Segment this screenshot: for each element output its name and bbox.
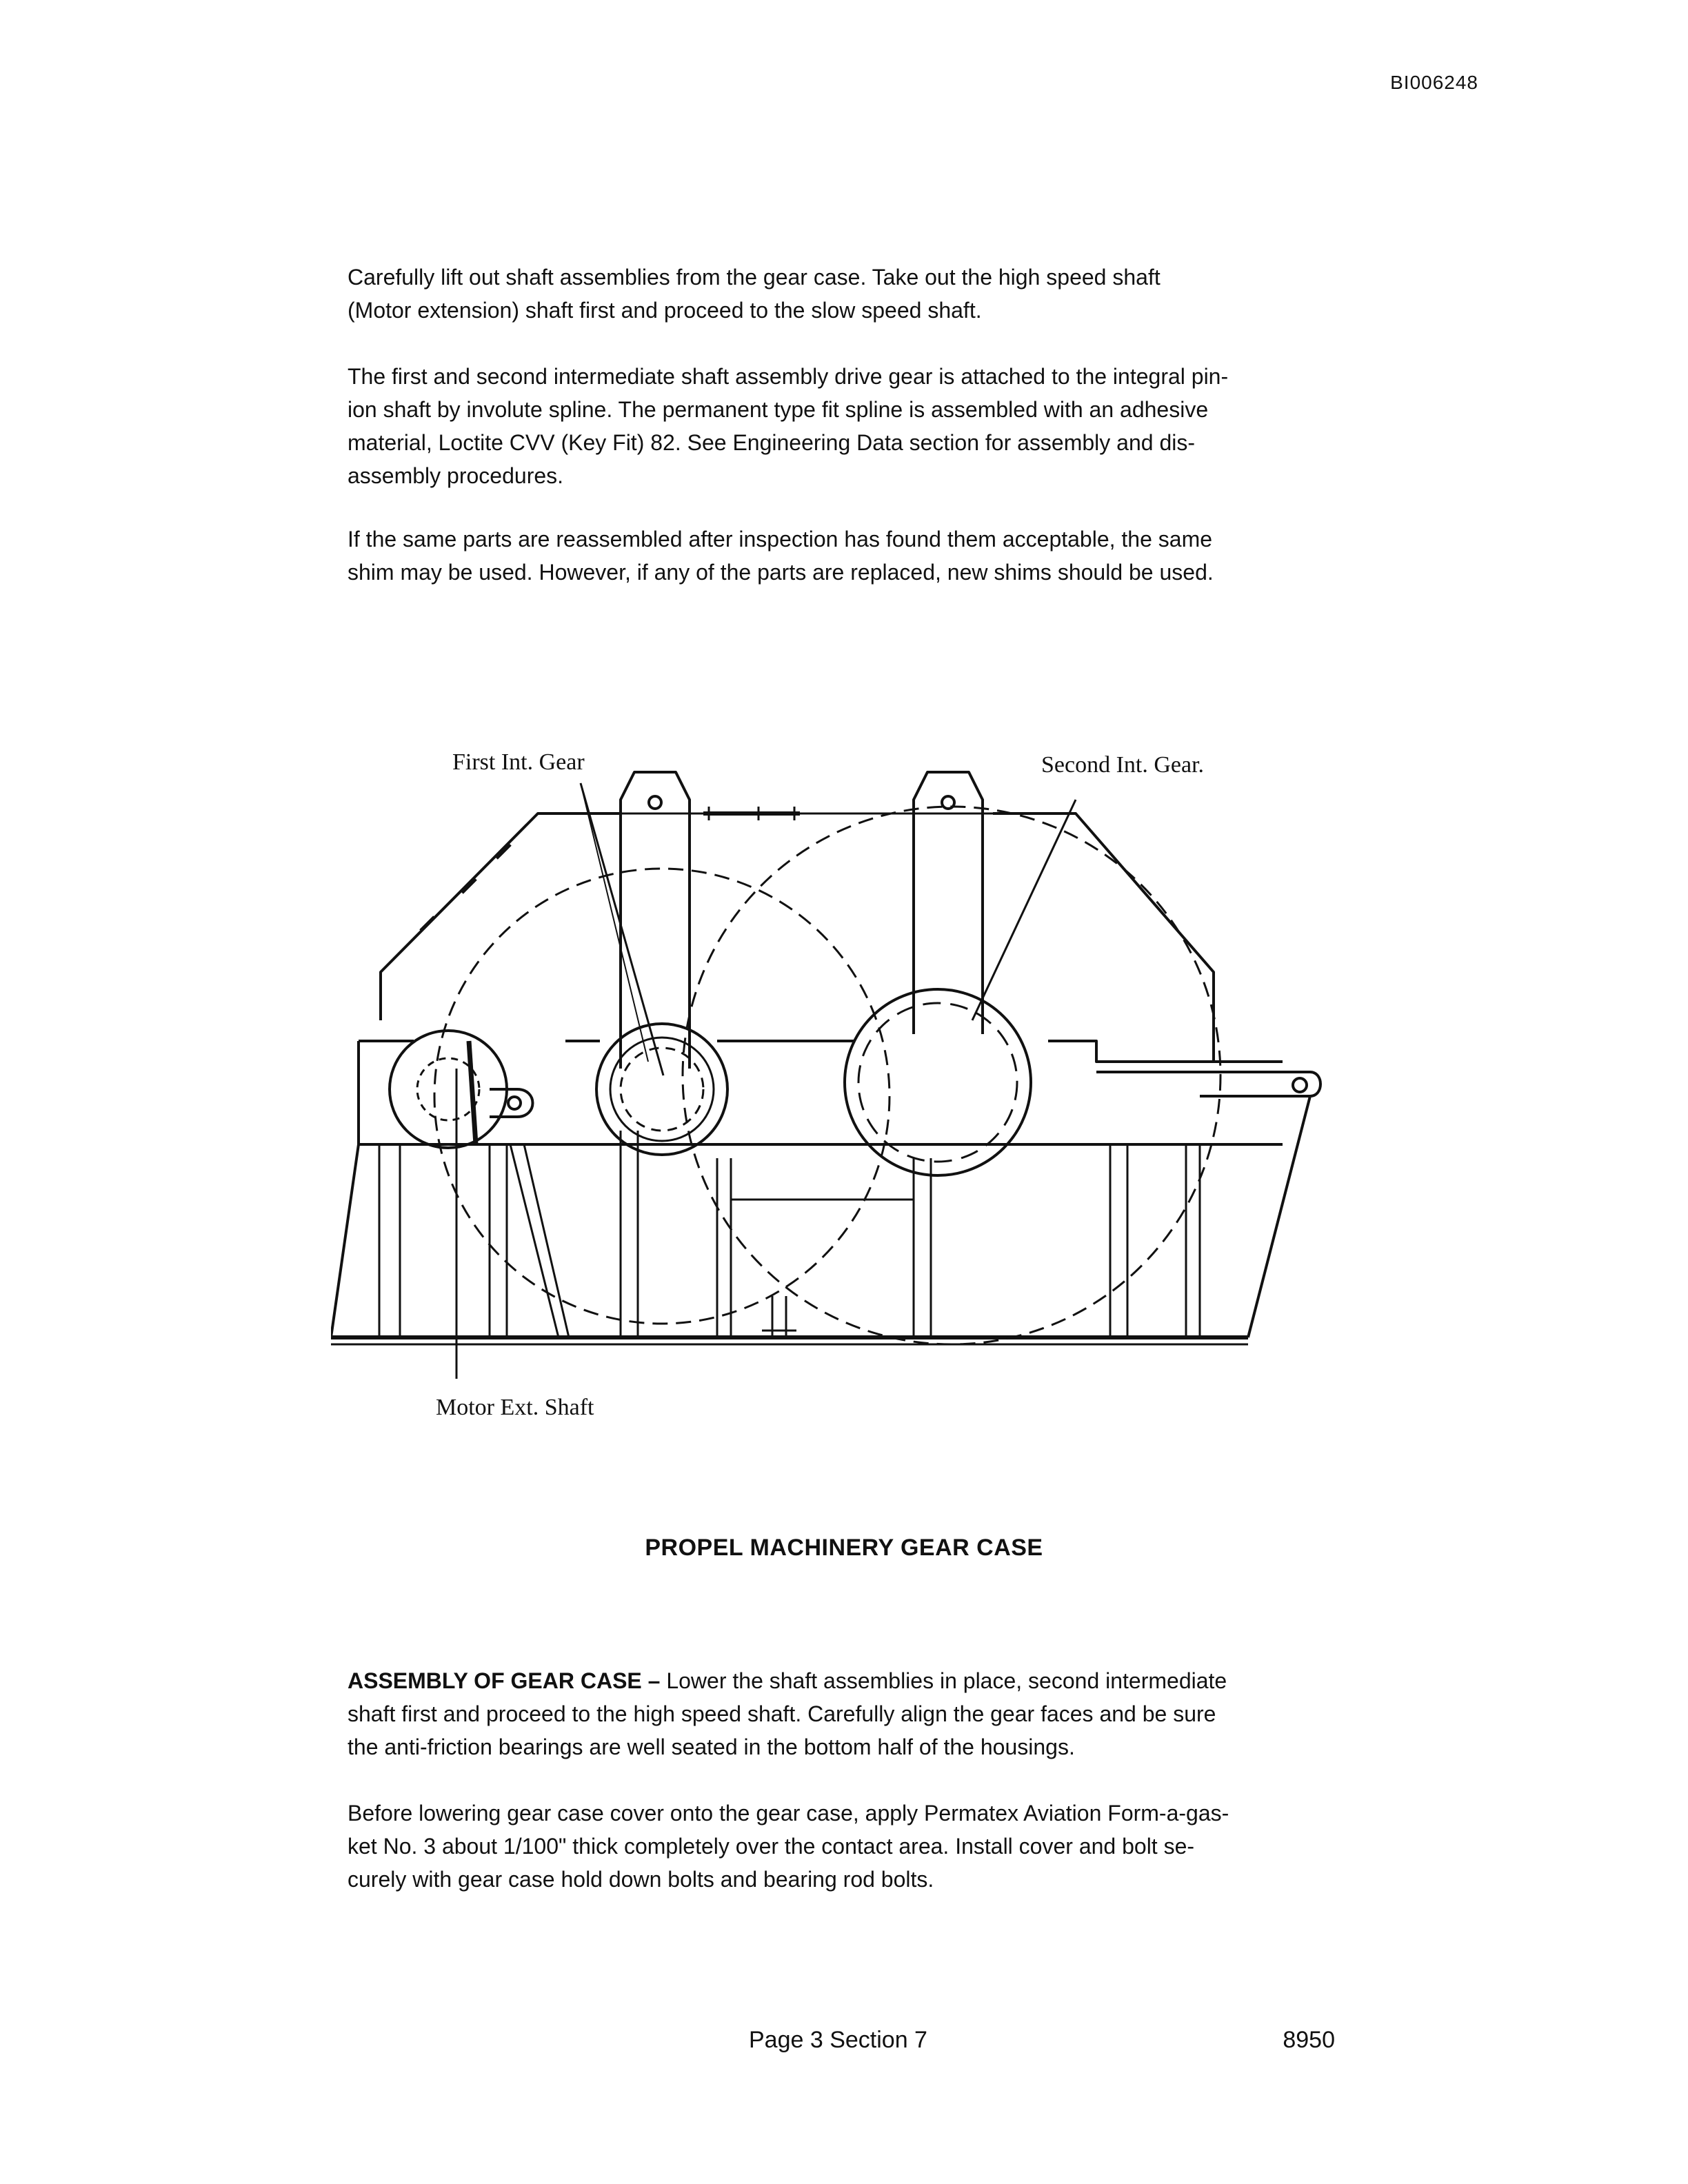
text-line: material, Loctite CVV (Key Fit) 82. See Engineering Data section for assembly and dis- (348, 430, 1196, 455)
text-line: curely with gear case hold down bolts and bearing rod bolts. (348, 1867, 934, 1892)
rib (1186, 1144, 1200, 1337)
label-second-int-gear: Second Int. Gear. (1041, 752, 1205, 778)
bolt-marks (421, 845, 510, 931)
paragraph-disassembly (348, 261, 1335, 327)
text-run: Lower the shaft assemblies in place, second intermediate (660, 1668, 1227, 1693)
text-line: The first and second intermediate shaft assembly drive gear is attached to the integral pin- (348, 364, 1229, 389)
section-heading: ASSEMBLY OF GEAR CASE – (348, 1668, 661, 1693)
paragraph-assembly (348, 1664, 1335, 1763)
text-line: assembly procedures. (348, 463, 564, 488)
text-line: ion shaft by involute spline. The permanent type fit spline is assembled with an adhesive (348, 397, 1209, 422)
text-line: Carefully lift out shaft assemblies from the gear case. Take out the high speed shaft (348, 265, 1160, 290)
text-line: ket No. 3 about 1/100" thick completely over the contact area. Install cover and bolt se- (348, 1834, 1195, 1859)
label-motor-ext-shaft: Motor Ext. Shaft (436, 1395, 594, 1420)
first-int-gear-circle (434, 869, 890, 1324)
gear-case-diagram (331, 745, 1338, 1448)
paragraph-spline (348, 360, 1335, 492)
label-first-int-gear: First Int. Gear (452, 749, 585, 775)
housing-upper-right (993, 813, 1214, 1062)
figure-caption: PROPEL MACHINERY GEAR CASE (645, 1535, 1043, 1561)
document-id: BI006248 (1390, 72, 1478, 93)
footer-page-label: Page 3 Section 7 (749, 2027, 927, 2053)
text-line: shim may be used. However, if any of the parts are replaced, new shims should be used. (348, 560, 1214, 585)
rib (621, 1131, 638, 1337)
text-line: the anti-friction bearings are well seated in the bottom half of the housings. (348, 1735, 1075, 1759)
second-gear-bearing (845, 989, 1031, 1175)
rib (914, 1158, 931, 1337)
split-beam (359, 1041, 1200, 1144)
paragraph-shims (348, 523, 1335, 589)
text-line: shaft first and proceed to the high speed shaft. Carefully align the gear faces and be sure (348, 1701, 1216, 1726)
text-line: If the same parts are reassembled after inspection has found them acceptable, the same (348, 527, 1213, 552)
leader-first-int-gear-2 (581, 783, 648, 1062)
bearing-rod-arm (1096, 1072, 1320, 1096)
base-left-side (331, 1144, 359, 1337)
rib (490, 1144, 507, 1337)
text-line: (Motor extension) shaft first and proceed to the slow speed shaft. (348, 298, 982, 323)
rib (1110, 1144, 1127, 1337)
base-right-side (1248, 1096, 1310, 1337)
rib (379, 1144, 400, 1337)
text-line (348, 1664, 1335, 1697)
paragraph-cover (348, 1797, 1335, 1896)
rib (717, 1158, 731, 1337)
footer-document-number: 8950 (1283, 2027, 1335, 2053)
housing-upper-outline (381, 813, 621, 1020)
leader-second-int-gear (972, 800, 1076, 1020)
first-gear-bearing (596, 1024, 727, 1155)
motor-shaft-bearing (390, 1031, 507, 1148)
text-line: Before lowering gear case cover onto the gear case, apply Permatex Aviation Form-a-gas- (348, 1801, 1229, 1826)
